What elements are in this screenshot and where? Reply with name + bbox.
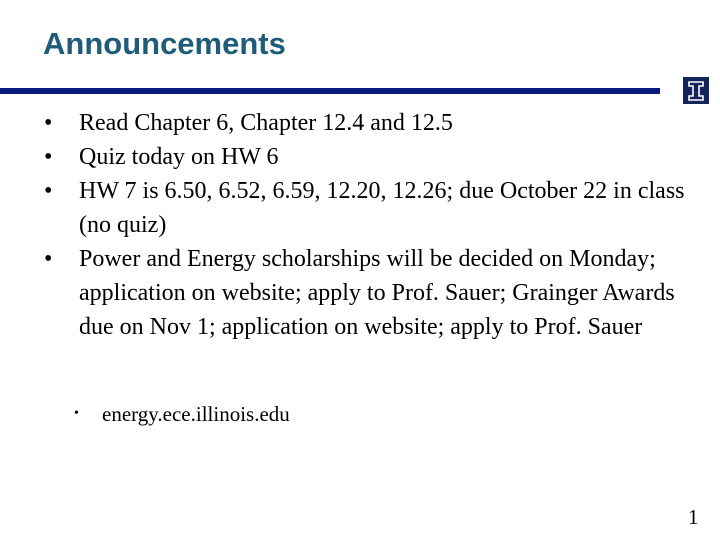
list-item [44, 140, 704, 174]
list-item-text: Quiz today on HW 6 [79, 144, 279, 170]
page-number: 1 [688, 505, 699, 529]
list-item [44, 174, 704, 242]
title-divider [0, 88, 660, 94]
bullet-icon: • [44, 178, 53, 204]
sub-list [74, 398, 290, 430]
bullet-icon: • [74, 406, 79, 421]
list-item-text: Power and Energy scholarships will be decided on Monday; application on website; apply to Prof. Sauer; Grainger Awards due on Nov 1; application on website; apply to Prof. Sauer [79, 246, 675, 340]
list-item [44, 242, 704, 344]
university-block-i-icon [683, 77, 709, 104]
bullet-icon: • [44, 110, 53, 136]
bullet-icon: • [44, 144, 53, 170]
website-link[interactable]: energy.ece.illinois.edu [102, 402, 290, 426]
bullet-icon: • [44, 246, 53, 272]
list-item-text: HW 7 is 6.50, 6.52, 6.59, 12.20, 12.26; due October 22 in class (no quiz) [79, 178, 685, 238]
list-item-text: Read Chapter 6, Chapter 12.4 and 12.5 [79, 110, 453, 136]
announcement-list [44, 106, 704, 344]
slide-title: Announcements [43, 26, 286, 61]
list-item [44, 106, 704, 140]
sub-list-item[interactable] [74, 398, 290, 430]
